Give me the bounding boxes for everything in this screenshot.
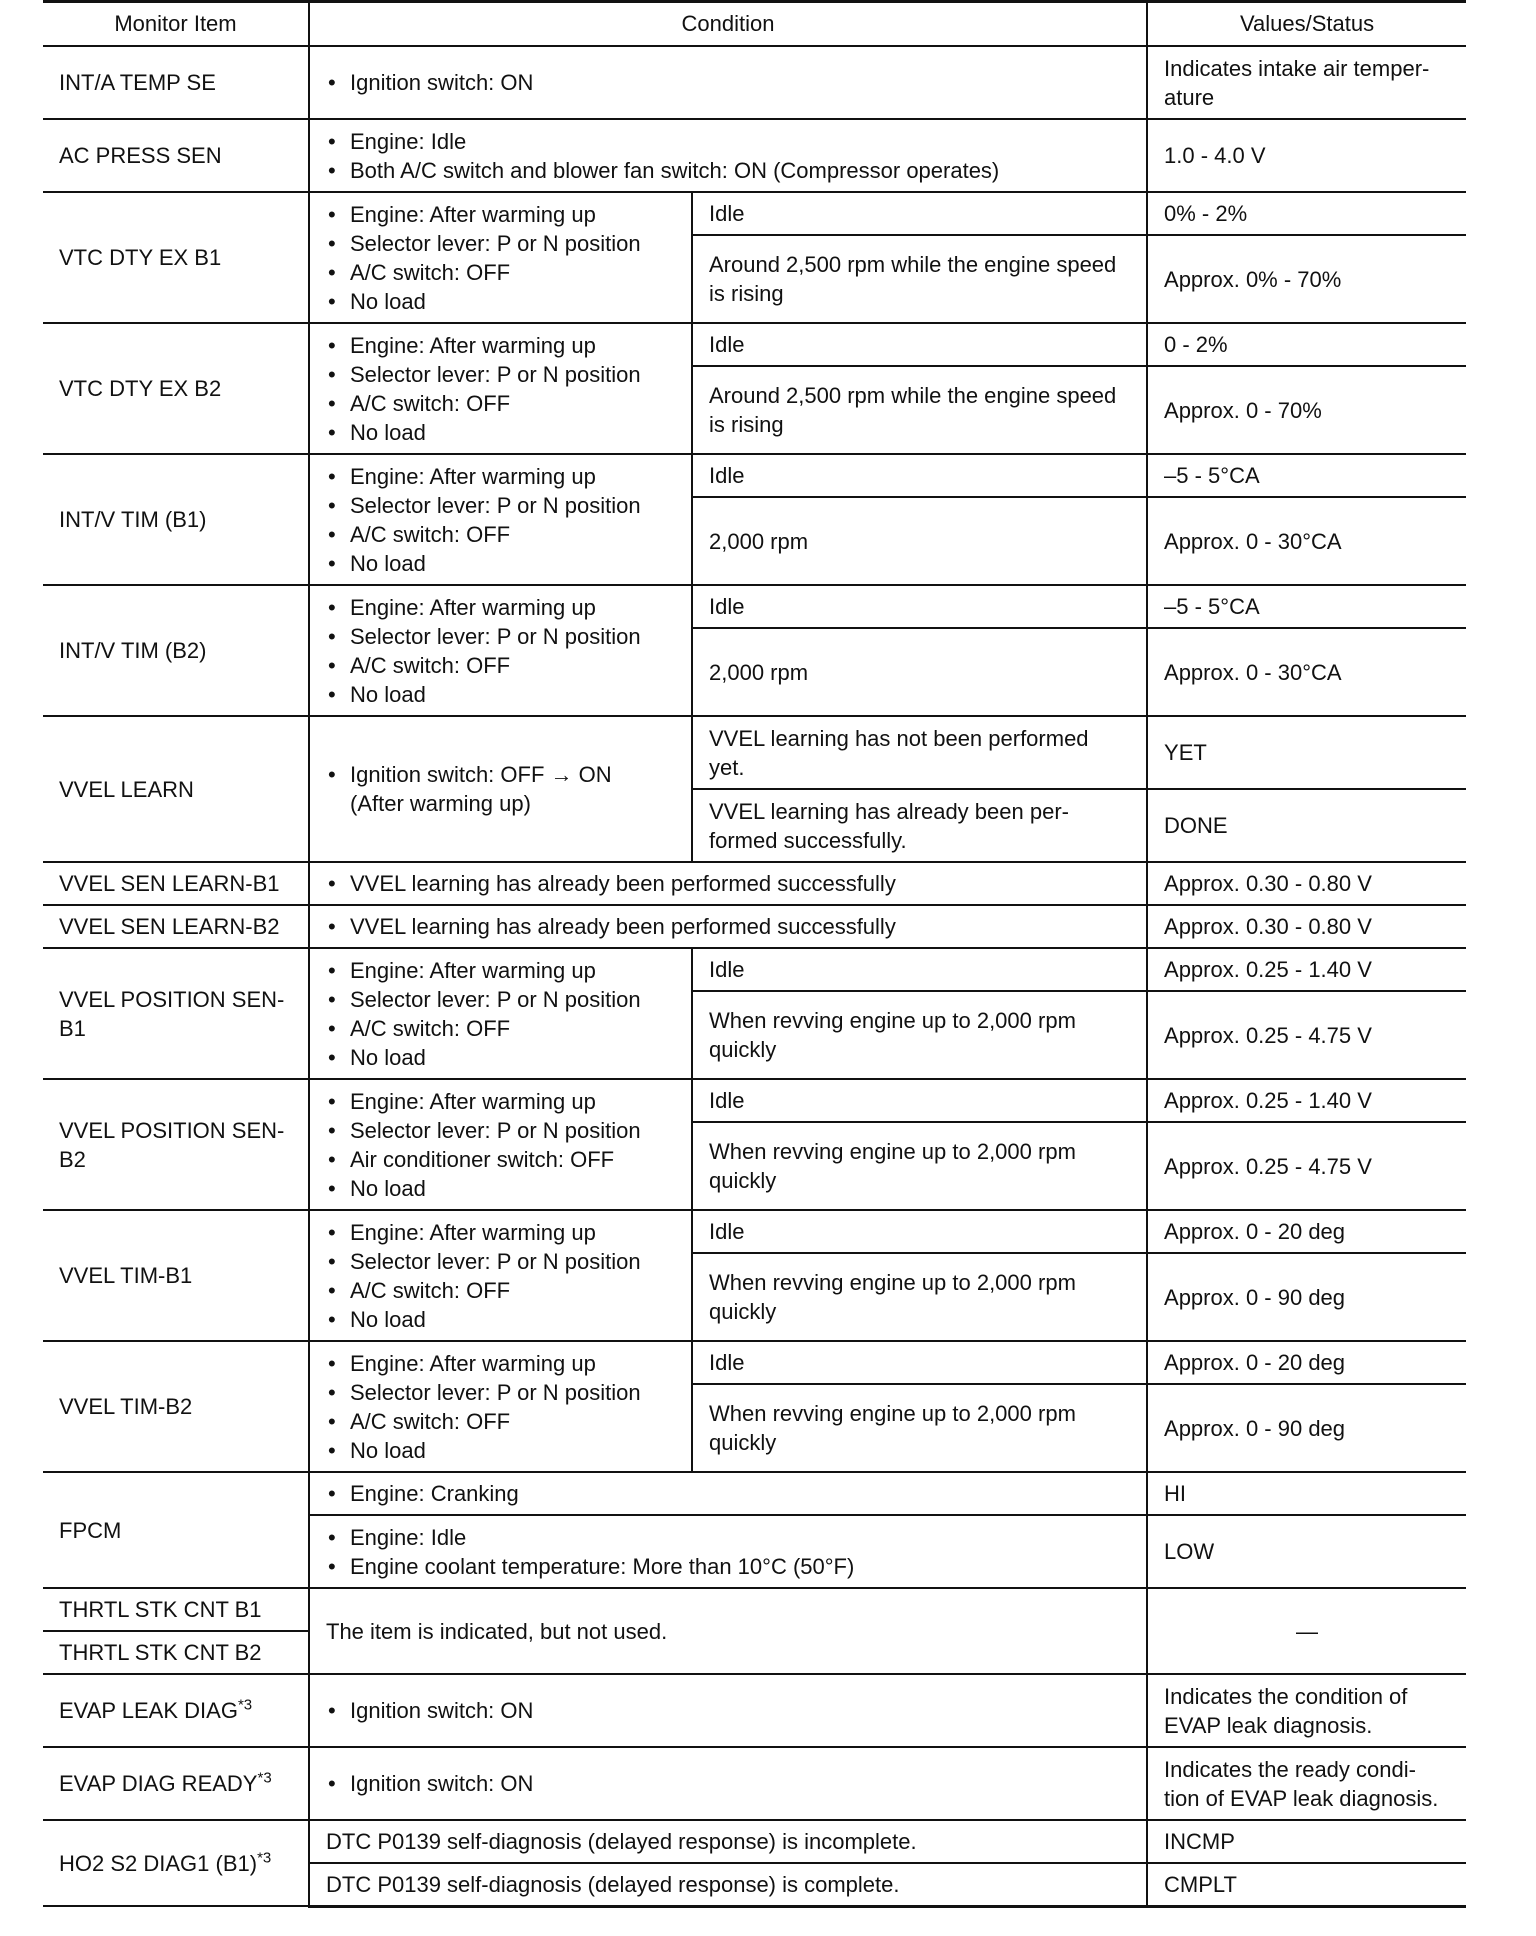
sub-condition: 2,000 rpm: [692, 497, 1147, 585]
value-cell: Approx. 0 - 30°CA: [1147, 497, 1466, 585]
sub-condition: 2,000 rpm: [692, 628, 1147, 716]
condition-bullet: • Ignition switch: OFF → ON: [326, 760, 675, 789]
condition-bullet: • A/C switch: OFF: [326, 1276, 675, 1305]
value-cell: Approx. 0% - 70%: [1147, 235, 1466, 323]
condition-bullet: • Ignition switch: ON: [326, 68, 1130, 97]
monitor-item: VTC DTY EX B2: [43, 323, 309, 454]
condition-cell: [309, 585, 692, 716]
table-row: [43, 323, 1466, 366]
condition-bullet: • Engine: Idle: [326, 127, 1130, 156]
condition-bullet: • Engine: After warming up: [326, 593, 675, 622]
sub-condition: Idle: [692, 192, 1147, 235]
condition-bullet: • Ignition switch: ON: [326, 1769, 1130, 1798]
condition-cell: DTC P0139 self-diagnosis (delayed response) is incomplete.: [309, 1820, 1147, 1863]
value-cell: Approx. 0.30 - 0.80 V: [1147, 862, 1466, 905]
table-row: [43, 948, 1466, 991]
value-cell: 0% - 2%: [1147, 192, 1466, 235]
table-row: [43, 454, 1466, 497]
value-cell: Approx. 0 - 20 deg: [1147, 1341, 1466, 1384]
condition-cell: [309, 862, 1147, 905]
value-cell: Indicates intake air temper-ature: [1147, 46, 1466, 119]
value-cell: CMPLT: [1147, 1863, 1466, 1906]
monitor-item: [43, 1747, 309, 1820]
condition-bullet: • VVEL learning has already been performed successfully: [326, 912, 1130, 941]
sub-condition: VVEL learning has already been per-formed successfully.: [692, 789, 1147, 862]
table-row: [43, 716, 1466, 789]
condition-bullet: • Selector lever: P or N position: [326, 360, 675, 389]
value-cell: Approx. 0.30 - 0.80 V: [1147, 905, 1466, 948]
condition-cell: [309, 1341, 692, 1472]
condition-bullet: • A/C switch: OFF: [326, 1014, 675, 1043]
sub-condition: When revving engine up to 2,000 rpm quickly: [692, 1253, 1147, 1341]
condition-cell: [309, 1674, 1147, 1747]
monitor-item: FPCM: [43, 1472, 309, 1588]
table-row: [43, 1210, 1466, 1253]
value-cell: LOW: [1147, 1515, 1466, 1588]
condition-cell: [309, 1210, 692, 1341]
condition-bullet: • Air conditioner switch: OFF: [326, 1145, 675, 1174]
value-cell: –5 - 5°CA: [1147, 454, 1466, 497]
table-row: [43, 1341, 1466, 1384]
header-values-status: Values/Status: [1147, 2, 1466, 47]
condition-cell: [309, 192, 692, 323]
condition-bullet: • Engine: After warming up: [326, 331, 675, 360]
condition-cell: [309, 1472, 1147, 1515]
condition-bullet: • Engine: Cranking: [326, 1479, 1130, 1508]
condition-bullet: • Engine: After warming up: [326, 200, 675, 229]
condition-bullet: • Engine: After warming up: [326, 1087, 675, 1116]
value-cell: Approx. 0 - 70%: [1147, 366, 1466, 454]
condition-bullet: • No load: [326, 418, 675, 447]
monitor-item-name: EVAP DIAG READY: [59, 1771, 258, 1796]
condition-bullet: • A/C switch: OFF: [326, 258, 675, 287]
value-cell: —: [1147, 1588, 1466, 1674]
condition-cell: [309, 905, 1147, 948]
table-row: [43, 1472, 1466, 1515]
condition-cell: [309, 716, 692, 862]
value-cell: Approx. 0.25 - 1.40 V: [1147, 1079, 1466, 1122]
monitor-item: INT/V TIM (B1): [43, 454, 309, 585]
condition-bullet: • Selector lever: P or N position: [326, 622, 675, 651]
table-row: [43, 585, 1466, 628]
monitor-item: THRTL STK CNT B1: [43, 1588, 309, 1631]
condition-bullet: • Engine: After warming up: [326, 1218, 675, 1247]
table-row: [43, 119, 1466, 192]
condition-bullet: • Selector lever: P or N position: [326, 1116, 675, 1145]
value-cell: Approx. 0.25 - 1.40 V: [1147, 948, 1466, 991]
monitor-item: VVEL SEN LEARN-B1: [43, 862, 309, 905]
table-row: [43, 1674, 1466, 1747]
condition-cell: [309, 119, 1147, 192]
monitor-item: AC PRESS SEN: [43, 119, 309, 192]
condition-note: (After warming up): [350, 791, 531, 816]
footnote-mark: *3: [257, 1849, 272, 1867]
table-row: [43, 1820, 1466, 1863]
condition-cell: [309, 323, 692, 454]
monitor-item: THRTL STK CNT B2: [43, 1631, 309, 1674]
sub-condition: Around 2,500 rpm while the engine speed is rising: [692, 366, 1147, 454]
condition-cell: [309, 1515, 1147, 1588]
sub-condition: When revving engine up to 2,000 rpm quickly: [692, 1122, 1147, 1210]
condition-bullet: • No load: [326, 1174, 675, 1203]
condition-bullet: • Ignition switch: ON: [326, 1696, 1130, 1725]
table-row: [43, 192, 1466, 235]
sub-condition: Around 2,500 rpm while the engine speed is rising: [692, 235, 1147, 323]
sub-condition: Idle: [692, 323, 1147, 366]
condition-cell: The item is indicated, but not used.: [309, 1588, 1147, 1674]
table-row: [43, 862, 1466, 905]
table-row: [43, 905, 1466, 948]
condition-bullet: • Selector lever: P or N position: [326, 491, 675, 520]
condition-cell: [309, 46, 1147, 119]
condition-bullet: • Selector lever: P or N position: [326, 229, 675, 258]
condition-cell: [309, 454, 692, 585]
value-cell: Indicates the ready condi-tion of EVAP leak diagnosis.: [1147, 1747, 1466, 1820]
monitor-item: VVEL SEN LEARN-B2: [43, 905, 309, 948]
value-cell: –5 - 5°CA: [1147, 585, 1466, 628]
condition-bullet: • No load: [326, 287, 675, 316]
value-cell: Indicates the condition of EVAP leak diagnosis.: [1147, 1674, 1466, 1747]
condition-bullet: • Engine: After warming up: [326, 956, 675, 985]
value-cell: DONE: [1147, 789, 1466, 862]
condition-bullet: • A/C switch: OFF: [326, 389, 675, 418]
sub-condition: VVEL learning has not been performed yet.: [692, 716, 1147, 789]
condition-bullet: • No load: [326, 680, 675, 709]
sub-condition: Idle: [692, 948, 1147, 991]
monitor-item: VVEL TIM-B1: [43, 1210, 309, 1341]
value-cell: Approx. 0 - 90 deg: [1147, 1253, 1466, 1341]
value-cell: Approx. 0.25 - 4.75 V: [1147, 1122, 1466, 1210]
condition-bullet: • Both A/C switch and blower fan switch: ON (Compressor operates): [326, 156, 1130, 185]
condition-bullet: • Engine coolant temperature: More than 10°C (50°F): [326, 1552, 1130, 1581]
header-condition: Condition: [309, 2, 1147, 47]
sub-condition: Idle: [692, 1341, 1147, 1384]
monitor-item: VVEL POSITION SEN-B1: [43, 948, 309, 1079]
condition-cell: DTC P0139 self-diagnosis (delayed response) is complete.: [309, 1863, 1147, 1906]
page: [43, 0, 1466, 1908]
condition-bullet: • Selector lever: P or N position: [326, 1378, 675, 1407]
header-monitor-item: Monitor Item: [43, 2, 309, 47]
condition-bullet: • Engine: After warming up: [326, 1349, 675, 1378]
monitor-item: VVEL TIM-B2: [43, 1341, 309, 1472]
monitor-item-name: HO2 S2 DIAG1 (B1): [59, 1850, 258, 1876]
footnote-mark: *3: [237, 1696, 253, 1714]
value-cell: Approx. 0 - 30°CA: [1147, 628, 1466, 716]
monitor-item-name: EVAP LEAK DIAG: [59, 1698, 238, 1723]
sub-condition: When revving engine up to 2,000 rpm quickly: [692, 1384, 1147, 1472]
condition-bullet: • No load: [326, 1043, 675, 1072]
condition-bullet: • Selector lever: P or N position: [326, 985, 675, 1014]
sub-condition: Idle: [692, 454, 1147, 497]
monitor-item: [43, 1674, 309, 1747]
table-row: [43, 1747, 1466, 1820]
value-cell: HI: [1147, 1472, 1466, 1515]
value-cell: INCMP: [1147, 1820, 1466, 1863]
monitor-item: INT/A TEMP SE: [43, 46, 309, 119]
sub-condition: Idle: [692, 1079, 1147, 1122]
condition-bullet: • No load: [326, 1436, 675, 1465]
value-cell: 1.0 - 4.0 V: [1147, 119, 1466, 192]
condition-bullet: • A/C switch: OFF: [326, 520, 675, 549]
condition-bullet: • No load: [326, 1305, 675, 1334]
condition-bullet: • A/C switch: OFF: [326, 1407, 675, 1436]
table-row: [43, 1588, 1466, 1631]
table-row: [43, 1079, 1466, 1122]
header-row: [43, 2, 1466, 47]
value-cell: 0 - 2%: [1147, 323, 1466, 366]
monitor-item: [43, 1820, 309, 1906]
monitor-item: VTC DTY EX B1: [43, 192, 309, 323]
table-row: [43, 46, 1466, 119]
condition-bullet: • No load: [326, 549, 675, 578]
value-cell: Approx. 0 - 90 deg: [1147, 1384, 1466, 1472]
value-cell: Approx. 0 - 20 deg: [1147, 1210, 1466, 1253]
condition-bullet: • Selector lever: P or N position: [326, 1247, 675, 1276]
condition-cell: [309, 948, 692, 1079]
sub-condition: Idle: [692, 1210, 1147, 1253]
condition-bullet: • Engine: Idle: [326, 1523, 1130, 1552]
monitor-item-table: [43, 0, 1466, 1908]
monitor-item: INT/V TIM (B2): [43, 585, 309, 716]
footnote-mark: *3: [257, 1769, 272, 1787]
value-cell: Approx. 0.25 - 4.75 V: [1147, 991, 1466, 1079]
sub-condition: Idle: [692, 585, 1147, 628]
condition-bullet: • A/C switch: OFF: [326, 651, 675, 680]
sub-condition: When revving engine up to 2,000 rpm quickly: [692, 991, 1147, 1079]
condition-cell: [309, 1747, 1147, 1820]
monitor-item: VVEL LEARN: [43, 716, 309, 862]
condition-bullet: • Engine: After warming up: [326, 462, 675, 491]
value-cell: YET: [1147, 716, 1466, 789]
condition-cell: [309, 1079, 692, 1210]
monitor-item: VVEL POSITION SEN-B2: [43, 1079, 309, 1210]
condition-bullet: • VVEL learning has already been performed successfully: [326, 869, 1130, 898]
